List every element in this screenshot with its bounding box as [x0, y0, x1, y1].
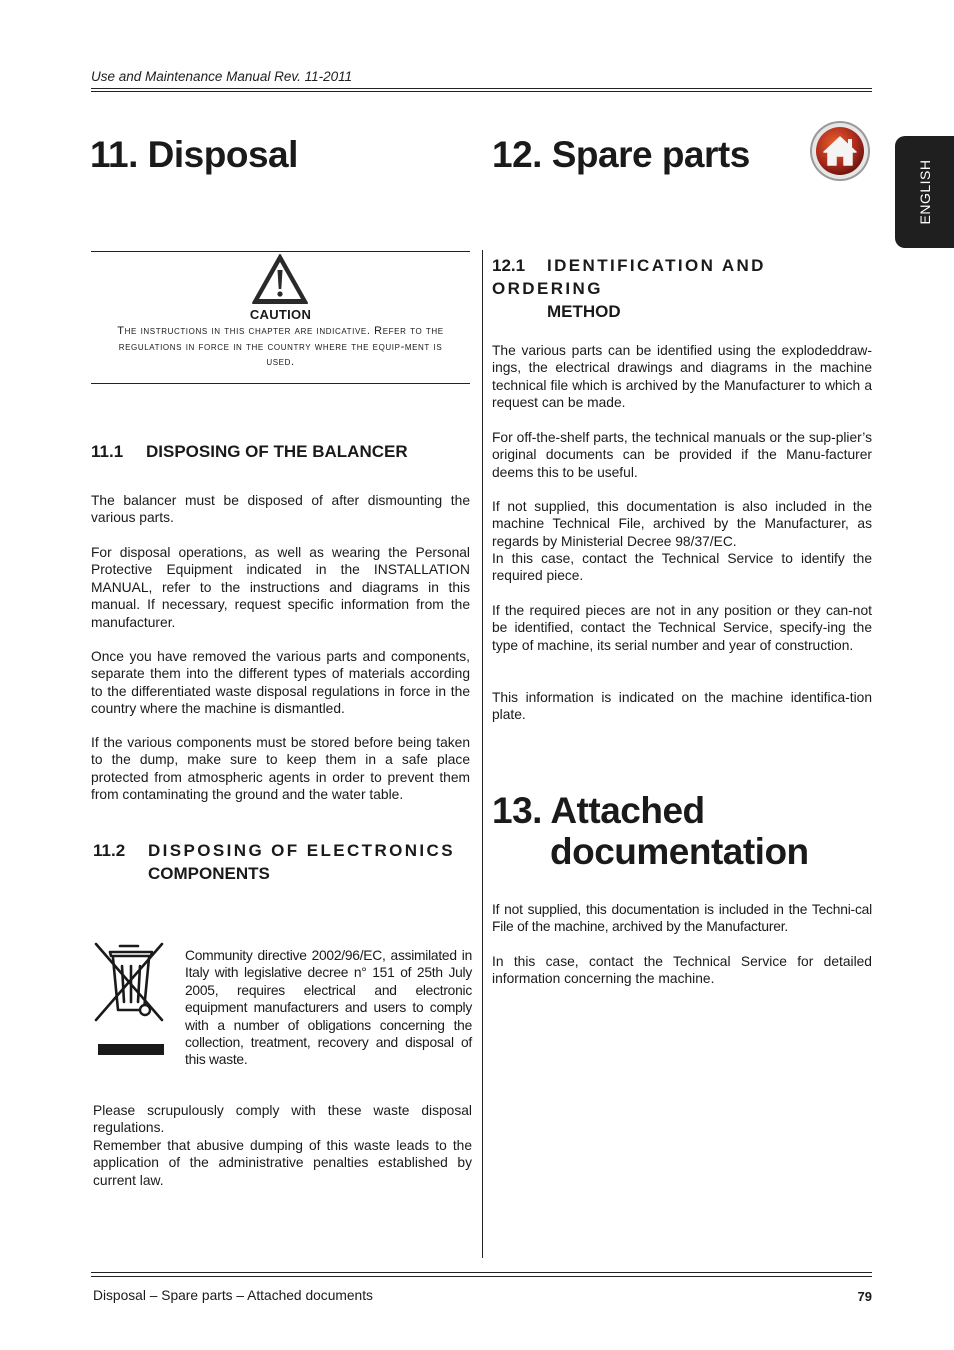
chapter-13-title-line2: documentation [550, 831, 809, 872]
section-12-1-heading [492, 254, 872, 323]
section-11-2-paragraph-1: Please scrupulously comply with these waste disposal regulations. [93, 1103, 472, 1136]
section-11-1-title: DISPOSING OF THE BALANCER [146, 442, 408, 461]
footer-rule-1 [91, 1272, 872, 1273]
section-11-1-paragraph-4: If the various components must be stored before being taken to the dump, make sure to keep them in a safe place protected from atmospheric agents in order to prevent them from contaminating the ground and the water table. [91, 735, 470, 803]
weee-directive-text: Community directive 2002/96/EC, assimilated in Italy with legislative decree n° 151 of 25th July 2005, requires electrical and electronic equipment manufacturers and users to comply with a number of obligations concerning the collection, treatment, recovery and disposal of this waste. [185, 948, 472, 1068]
section-11-2-title-line2: COMPONENTS [148, 864, 270, 883]
header-rule-1 [91, 88, 872, 89]
chapter-11-title: 11. Disposal [90, 134, 298, 175]
section-11-1-paragraph-1: The balancer must be disposed of after dismounting the various parts. [91, 493, 470, 526]
section-12-1-number: 12.1 [492, 256, 526, 275]
chapter-13-title [492, 790, 809, 872]
footer-text: Disposal – Spare parts – Attached documents [93, 1288, 373, 1303]
caution-rule-bottom [91, 383, 470, 384]
section-11-2-number: 11.2 [93, 841, 126, 860]
caution-rule-top [91, 251, 470, 252]
language-tab[interactable] [895, 136, 954, 248]
section-12-1-title-line1: IDENTIFICATION AND ORDERING [492, 256, 766, 298]
caution-text: The instructions in this chapter are indicative. Refer to the regulations in force in the country where the equip-ment is used. [117, 325, 444, 368]
section-11-1-heading [91, 440, 470, 463]
crossed-out-wheelie-bin-icon [94, 940, 166, 1058]
section-12-1-paragraph-4: In this case, contact the Technical Service to identify the required piece. [492, 551, 872, 584]
language-tab-label: ENGLISH [916, 159, 933, 225]
manual-header: Use and Maintenance Manual Rev. 11-2011 [91, 69, 353, 84]
home-icon[interactable] [808, 119, 872, 183]
header-rule-2 [91, 91, 872, 92]
section-11-2-heading [93, 839, 483, 885]
section-12-1-paragraph-5: If the required pieces are not in any position or they can-not be identified, contact the Technical Service, specify-ing the type of machine, its serial number and year of construction. [492, 603, 872, 653]
footer-rule-2 [91, 1276, 872, 1277]
section-12-1-paragraph-2: For off-the-shelf parts, the technical manuals or the sup-plier’s original documents can be provided if the Manu-facturer deems this to be useful. [492, 430, 872, 480]
section-12-1-paragraph-3: If not supplied, this documentation is also included in the machine Technical File, archived by the Manufacturer, as regards by Ministerial Decree 98/37/EC. [492, 499, 872, 549]
section-11-2-title-line1: DISPOSING OF ELECTRONICS [148, 841, 455, 860]
chapter-13-paragraph-2: In this case, contact the Technical Service for detailed information concerning the machine. [492, 954, 872, 987]
section-12-1-title-line2: METHOD [547, 302, 621, 321]
section-11-1-paragraph-3: Once you have removed the various parts and components, separate them into the different types of materials according to the differentiated waste disposal regulations in force in the country where the machine is dismantled. [91, 649, 470, 717]
chapter-13-title-line1: 13. Attached [492, 790, 705, 831]
column-divider [482, 250, 483, 1258]
section-12-1-paragraph-1: The various parts can be identified using the explodeddraw-ings, the electrical drawings and diagrams in the machine technical file which is archived by the Manufacturer to which a request can be made. [492, 343, 872, 411]
section-12-1-paragraph-6: This information is indicated on the machine identifica-tion plate. [492, 690, 872, 723]
section-11-1-paragraph-2: For disposal operations, as well as wearing the Personal Protective Equipment indicated in the INSTALLATION MANUAL, refer to the instructions and diagrams in this manual. If necessary, request specific information from the manufacturer. [91, 545, 470, 630]
page-number: 79 [857, 1289, 872, 1304]
section-11-1-number: 11.1 [91, 442, 124, 461]
section-11-2-paragraph-2: Remember that abusive dumping of this waste leads to the application of the administrative penalties established by current law. [93, 1138, 472, 1188]
chapter-13-paragraph-1: If not supplied, this documentation is included in the Techni-cal File of the machine, archived by the Manufacturer. [492, 902, 872, 935]
chapter-12-title: 12. Spare parts [492, 134, 750, 175]
warning-triangle-icon [251, 253, 309, 305]
caution-label: CAUTION [249, 307, 312, 322]
